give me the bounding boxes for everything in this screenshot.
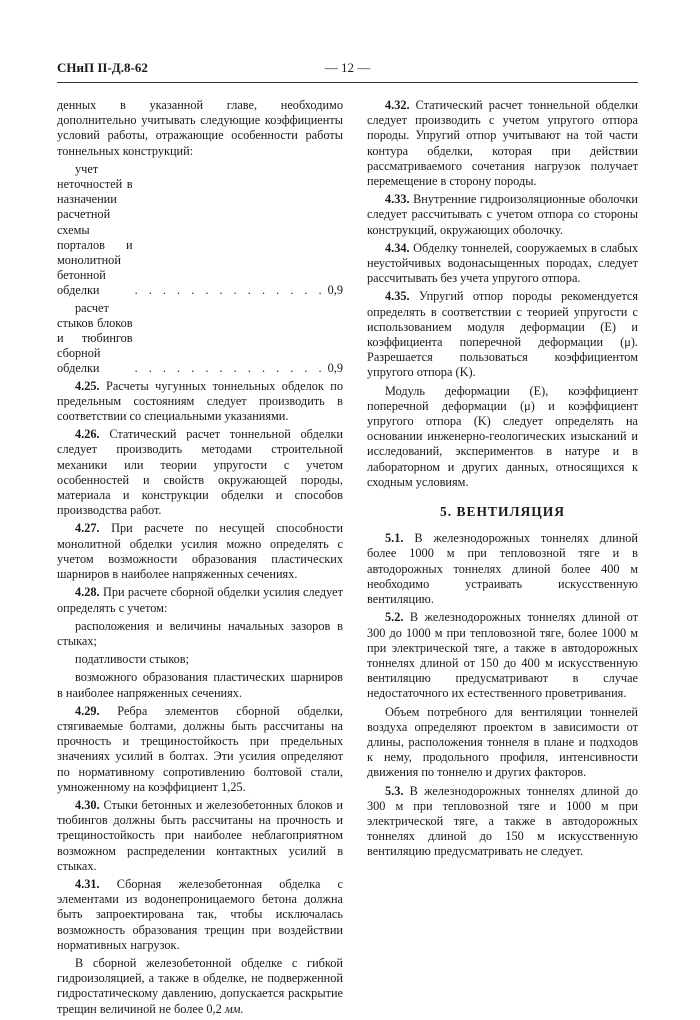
- coefficient-item: [57, 301, 343, 377]
- clause-4-33: 4.33. Внутренние гидроизоляционные оболочки следует рассчитывать с учетом отпора со стороны конструкций, окружающих оболочку.: [367, 192, 638, 237]
- coefficient-value: 0,9: [327, 283, 343, 298]
- clause-4-29: 4.29. Ребра элементов сборной обделки, стягиваемые болтами, должны быть рассчитаны на прочность и трещиностойкость при предельных значениях усилий в болтах. Эти усилия определяют по нормативному сопротивлению болтовой стали, умноженному на коэффициент 1,25.: [57, 703, 343, 794]
- clause-4-31: 4.31. Сборная железобетонная обделка с элементами из водонепроницаемого бетона должна быть запроектирована так, чтобы исключалась возможность образования трещин при воздействии нормативных нагрузок.: [57, 876, 343, 952]
- clause-4-28: 4.28. При расчете сборной обделки усилия следует определять с учетом:: [57, 585, 344, 615]
- clause-4-30: 4.30. Стыки бетонных и железобетонных блоков и тюбингов должны быть рассчитаны на прочность и трещиностойкость при наиболее неблагоприятном возможном распределении контактных усилий в стыках.: [57, 797, 343, 873]
- clause-4-28-item: возможного образования пластических шарниров в наиболее напряженных сечениях.: [57, 670, 343, 700]
- document-code: СНиП II-Д.8-62: [57, 60, 148, 75]
- clause-4-25: 4.25. Расчеты чугунных тоннельных обделок по предельным состояниям следует производить в соответствии со специальными указаниями.: [57, 378, 343, 424]
- clause-4-31-continued: В сборной железобетонной обделке с гибкой гидроизоляцией, а также в обделке, не подверженной гидростатическому давлению, допускается раскрытие трещин величиной не более 0,2 мм.: [57, 955, 343, 1016]
- page-number: — 12 —: [324, 60, 371, 75]
- clause-5-2-continued: Объем потребного для вентиляции тоннелей воздуха определяют проектом в зависимости от длины, расположения тоннеля в плане и подходов к нему, продольного профиля, интенсивности движения по тоннелю и других факторов.: [367, 704, 638, 780]
- clause-4-34: 4.34. Обделку тоннелей, сооружаемых в слабых неустойчивых водонасыщенных породах, следует рассчитывать без учета упругого отпора.: [367, 240, 639, 286]
- clause-5-2: 5.2. В железнодорожных тоннелях длиной от 300 до 1000 м при тепловозной тяге, более 1000 м при электрической тяге, а также в автодорожных тоннелях длиной от 150 до 400 м искусственную вентиляцию предусматривают в случае недостаточного их естественного проветривания.: [367, 610, 639, 701]
- coefficient-item: [57, 162, 343, 299]
- coefficient-label: учет неточностей в назначении расчетной схемы порталов и монолитной бетонной обделки: [57, 161, 133, 298]
- paragraph-continuation: денных в указанной главе, необходимо дополнительно учитывать следующие коэффициенты условий работы, отражающие особенности работы тоннельных конструкций:: [57, 98, 343, 158]
- clause-4-28-item: податливости стыков;: [75, 652, 190, 667]
- section-title: 5. ВЕНТИЛЯЦИЯ: [439, 504, 566, 520]
- clause-5-1: 5.1. В железнодорожных тоннелях длиной более 1000 м при тепловозной тяге и в автодорожных тоннелях длиной более 400 м необходимо устраивать искусственную вентиляцию.: [367, 531, 638, 607]
- leader-dots: . . . . . . . . . . . . . .: [134, 361, 326, 376]
- clause-4-35: 4.35. Упругий отпор породы рекомендуется определять в соответствии с теорией упругости с использованием модуля деформации (E) и коэффициента поперечной деформации (μ). Разрешается пользоваться коэффициентом упругого отпора (K).: [367, 289, 638, 380]
- left-column: [57, 98, 343, 1020]
- clause-4-32: 4.32. Статический расчет тоннельной обделки следует производить с учетом упругого отпора породы. Упругий отпор учитывают на той части контура обделки, которая при действии рассматриваемого сочетания нагрузок получает перемещение в сторону породы.: [367, 98, 639, 189]
- right-column: [367, 98, 638, 863]
- page-header: [57, 60, 638, 83]
- clause-4-35-continued: Модуль деформации (E), коэффициент поперечной деформации (μ) и коэффициент упругого отпора (K) следует определять на основании инженерно-геологических изысканий и исследований, экспериментов в натуре и в лабораторном и других данных, относящихся к сходным условиям.: [367, 383, 638, 489]
- clause-4-28-item: расположения и величины начальных зазоров в стыках;: [57, 618, 343, 648]
- clause-4-27: 4.27. При расчете по несущей способности монолитной обделки усилия можно определять с учетом возможности образования пластических шарниров в наиболее напряженных сечениях.: [57, 521, 344, 582]
- leader-dots: . . . . . . . . . . . . . .: [134, 283, 326, 298]
- clause-5-3: 5.3. В железнодорожных тоннелях длиной до 300 м при тепловозной тяге и 1000 м при электрической тяге, а также в автодорожных тоннелях длиной до 150 м искусственную вентиляцию предусматривать не следует.: [367, 783, 638, 859]
- clause-4-26: 4.26. Статический расчет тоннельной обделки следует производить методами строительной механики или теории упругости с учетом особенностей и свойств окружающей породы, материала и конструкции обделки и способов производства работ.: [57, 427, 344, 518]
- coefficient-value: 0,9: [327, 361, 343, 376]
- coefficient-label: расчет стыков блоков и тюбингов сборной обделки: [57, 300, 133, 376]
